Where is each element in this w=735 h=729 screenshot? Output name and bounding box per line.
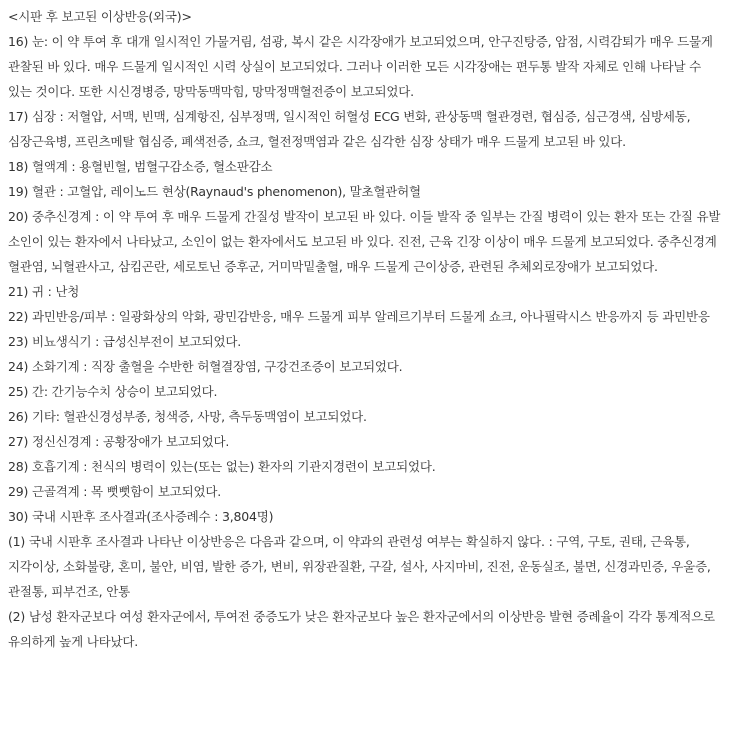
item-25-liver: 25) 간: 간기능수치 상승이 보고되었다. <box>8 384 218 399</box>
item-28-respiratory: 28) 호흡기계 : 천식의 병력이 있는(또는 없는) 환자의 기관지경련이 보고되었다. <box>8 459 436 474</box>
item-19-vascular: 19) 혈관 : 고혈압, 레이노드 현상(Raynaud's phenomenon), 말초혈관허혈 <box>8 184 421 199</box>
survey-point-2: (2) 남성 환자군보다 여성 환자군에서, 투여전 중증도가 낮은 환자군보다 높은 환자군에서의 이상반응 발현 증례율이 각각 통계적으로 유의하게 높게 나타났다. <box>8 609 715 649</box>
item-17-heart: 17) 심장 : 저혈압, 서맥, 빈맥, 심계항진, 심부정맥, 일시적인 허혈성 ECG 변화, 관상동맥 혈관경련, 협심증, 심근경색, 심방세동, 심장근육병, 프린츠메탈 협심증, 폐색전증, 쇼크, 혈전정맥염과 같은 심각한 심장 상태가 매우 드물게 보고된 바 있다. <box>8 109 691 149</box>
item-22-hypersensitivity-skin: 22) 과민반응/피부 : 일광화상의 악화, 광민감반응, 매우 드물게 피부 알레르기부터 드물게 쇼크, 아나필락시스 반응까지 등 과민반응 <box>8 309 710 324</box>
item-20-cns: 20) 중추신경계 : 이 약 투여 후 매우 드물게 간질성 발작이 보고된 바 있다. 이들 발작 중 일부는 간질 병력이 있는 환자 또는 간질 유발 소인이 있는 환자에서 나타났고, 소인이 없는 환자에서도 보고된 바 있다. 진전, 근육 긴장 이상이 매우 드물게 보고되었다. 중추신경계 혈관염, 뇌혈관사고, 삼킴곤란, 세로토닌 증후군, 거미막밑출혈, 매우 드물게 근이상증, 관련된 추체외로장애가 보고되었다. <box>8 209 721 274</box>
item-30-domestic-survey: 30) 국내 시판후 조사결과(조사증례수 : 3,804명) <box>8 509 274 524</box>
item-18-blood: 18) 혈액계 : 용혈빈혈, 범혈구감소증, 혈소판감소 <box>8 159 273 174</box>
item-24-digestive: 24) 소화기계 : 직장 출혈을 수반한 허혈결장염, 구강건조증이 보고되었다. <box>8 359 403 374</box>
item-26-other: 26) 기타: 혈관신경성부종, 청색증, 사망, 측두동맥염이 보고되었다. <box>8 409 367 424</box>
item-21-ear: 21) 귀 : 난청 <box>8 284 80 299</box>
item-23-urogenital: 23) 비뇨생식기 : 급성신부전이 보고되었다. <box>8 334 242 349</box>
item-16-eye: 16) 눈: 이 약 투여 후 대개 일시적인 가물거림, 섬광, 복시 같은 시각장애가 보고되었으며, 안구진탕증, 암점, 시력감퇴가 매우 드물게 관찰된 바 있다. 매우 드물게 일시적인 시력 상실이 보고되었다. 그러나 이러한 모든 시각장애는 편두통 발작 자체로 인해 나타날 수 있는 것이다. 또한 시신경병증, 망막동맥막힘, 망막정맥혈전증이 보고되었다. <box>8 34 713 99</box>
section-title: <시판 후 보고된 이상반응(외국)> <box>8 9 192 24</box>
item-27-psychiatric: 27) 정신신경계 : 공황장애가 보고되었다. <box>8 434 230 449</box>
survey-point-1: (1) 국내 시판후 조사결과 나타난 이상반응은 다음과 같으며, 이 약과의 관련성 여부는 확실하지 않다. : 구역, 구토, 권태, 근육통, 지각이상, 소화불량, 혼미, 불안, 비염, 발한 증가, 변비, 위장관질환, 구갈, 설사, 사지마비, 진전, 운동실조, 불면, 신경과민증, 우울증, 관절통, 피부건조, 안통 <box>8 534 711 599</box>
item-29-musculoskeletal: 29) 근골격계 : 목 뻣뻣함이 보고되었다. <box>8 484 222 499</box>
